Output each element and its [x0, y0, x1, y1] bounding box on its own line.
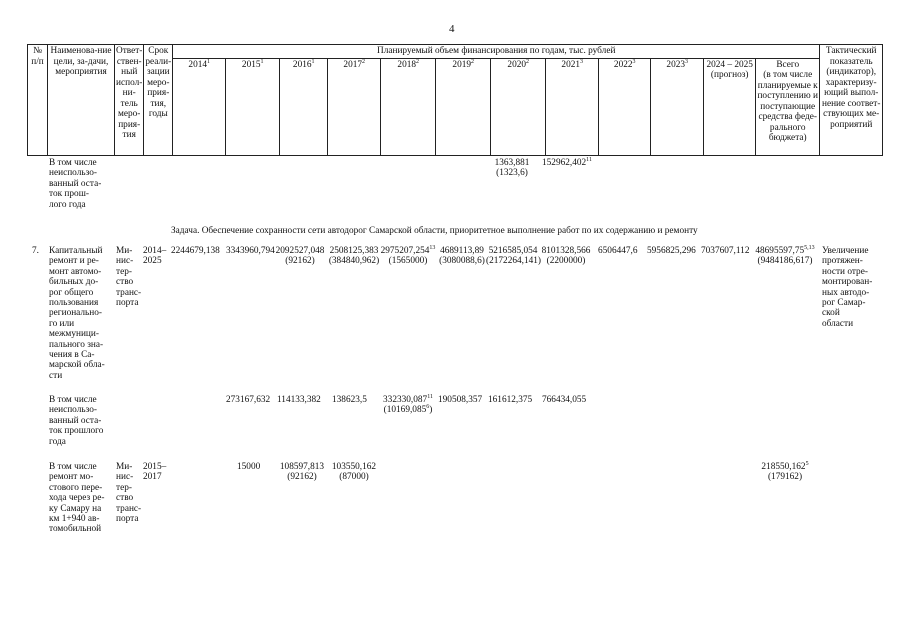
- row7-2018: 2975207,254$^{13}$ (1565000): [380, 244, 436, 267]
- row7-responsible: Ми- нис- тер- ство транс- порта: [116, 246, 142, 309]
- header-year-2021: 2021$^3$: [546, 58, 599, 156]
- row7-num: 7.: [32, 246, 39, 256]
- row7-2024: 7037607,112: [701, 246, 750, 256]
- header-year-2022: 2022$^3$: [599, 58, 651, 156]
- row7-prev-2016: 114133,382: [277, 395, 321, 405]
- header-responsible: Ответ-ствен-ный испол-ни-тель меро-прия-тия: [115, 45, 144, 156]
- row7-prev-2020: 161612,375: [488, 395, 533, 405]
- row7-2023: 5956825,296: [647, 246, 696, 256]
- row7-name: Капитальный ремонт и ре- монт автомо- бильных до- рог общего пользования регионально- го или межмуници- пального зна- чения в Са- марской обла- сти: [49, 246, 105, 381]
- task-title: Задача. Обеспечение сохранности сети автодорог Самарской области, приоритетное выполнение работ по их содержанию и ремонту: [171, 226, 698, 236]
- row7-prev-name: В том числе неиспользо- ванный оста- ток прошлого года: [49, 395, 104, 447]
- row7-2022: 6506447,6: [598, 246, 638, 256]
- header-year-2017: 2017$^2$: [328, 58, 381, 156]
- row-prev-2021: 152962,402$^{11}$: [542, 156, 592, 168]
- row7-prev-2017: 138623,5: [332, 395, 367, 405]
- row7-2021: 8101328,566 (2200000): [541, 246, 591, 267]
- row7-2015: 3343960,794: [226, 246, 275, 256]
- row-bridge-2017: 103550,162 (87000): [331, 462, 377, 483]
- row7-2017: 2508125,383 (384840,962): [328, 246, 380, 267]
- row7-term: 2014– 2025: [143, 246, 167, 267]
- row7-2020: 5216585,054 (2172264,141): [486, 246, 542, 267]
- header-name: Наименова-ние цели, за-дачи, мероприятия: [48, 45, 115, 156]
- header-year-2014: 2014$^1$: [173, 58, 226, 156]
- row-bridge-name: В том числе ремонт мо- стового пере- хода через ре- ку Самару на км 1+940 ав- томобильной: [49, 462, 105, 535]
- row7-prev-2015: 273167,632: [226, 395, 271, 405]
- header-year-2019: 2019$^2$: [436, 58, 491, 156]
- row7-2019: 4689113,89 (3080088,6): [439, 246, 485, 267]
- row7-indicator: Увеличение протяжен- ности отре- монтирован- ных автодо- рог Самар- ской области: [822, 246, 873, 329]
- row-bridge-2016: 108597,813 (92162): [279, 462, 325, 483]
- table-header: [27, 44, 883, 156]
- header-year-2016: 2016$^1$: [280, 58, 328, 156]
- row-bridge-total: 218550,162$^5$ (179162): [761, 460, 809, 483]
- row7-prev-2018: 332330,087$^{11}$ (10169,085$^6$): [383, 393, 433, 416]
- header-year-2024-2025: 2024 – 2025 (прогноз): [704, 58, 756, 156]
- row7-prev-2021: 766434,055: [542, 395, 587, 405]
- row-prev-2020: 1363,881 (1323,6): [494, 158, 530, 179]
- row7-total: 48695597,75$^{5,13}$ (9484186,617): [755, 244, 815, 267]
- row-prev-name: В том числе неиспользо- ванный оста- ток прош- лого года: [49, 158, 102, 210]
- row-bridge-2015: 15000: [237, 462, 261, 472]
- header-year-2018: 2018$^2$: [381, 58, 436, 156]
- row-bridge-term: 2015– 2017: [143, 462, 167, 483]
- header-year-2015: 2015$^1$: [226, 58, 280, 156]
- page-number: 4: [449, 23, 455, 35]
- row7-prev-2019: 190508,357: [438, 395, 483, 405]
- header-year-2020: 2020$^2$: [491, 58, 546, 156]
- row-bridge-responsible: Ми- нис- тер- ство транс- порта: [116, 462, 142, 525]
- header-total: Всего (в том числе планируемые к поступлению и поступающие средства феде- рального бюджета): [756, 58, 820, 156]
- header-term: Срок реали-зации меро-прия-тия, годы: [144, 45, 173, 156]
- header-num: № п/п: [28, 45, 48, 156]
- header-plan: Планируемый объем финансирования по годам, тыс. рублей: [173, 45, 820, 59]
- header-indicator: Тактический показатель (индикатор), характеризу- ющий выпол- нение соответ- ствующих ме- роприятий: [820, 45, 883, 156]
- row7-2016: 2092527,048 (92162): [275, 246, 325, 267]
- header-year-2023: 2023$^3$: [651, 58, 704, 156]
- row7-2014: 2244679,138: [171, 246, 220, 256]
